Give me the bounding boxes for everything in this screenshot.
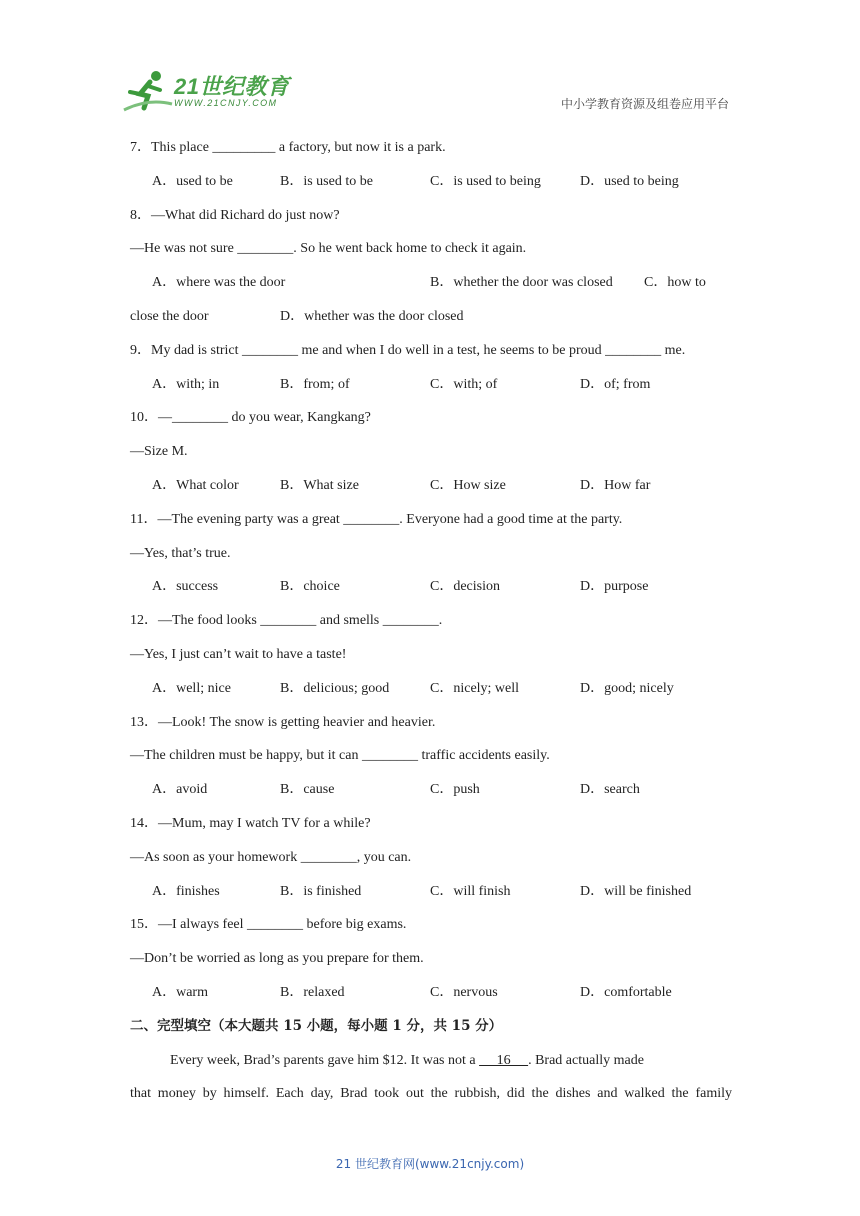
passage-text: Every week, Brad’s parents gave him $12. It was not a — [170, 1052, 480, 1068]
question-response: —Yes, I just can’t wait to have a taste! — [130, 646, 347, 662]
question-stem: 11．—The evening party was a great ________. Everyone had a good time at the party. — [130, 511, 623, 527]
answer-option: C．decision — [430, 579, 500, 595]
question-stem: 15．—I always feel ________ before big exams. — [130, 917, 407, 933]
option-row — [130, 570, 732, 604]
answer-option: A．where was the door — [152, 275, 286, 291]
question-response: —He was not sure ________. So he went back home to check it again. — [130, 241, 527, 257]
answer-option: B．whether the door was closed — [430, 275, 613, 291]
answer-option: D．purpose — [580, 579, 649, 595]
answer-option: A．well; nice — [152, 680, 231, 696]
answer-option: C．push — [430, 782, 480, 798]
answer-option: A．with; in — [152, 376, 220, 392]
site-logo — [122, 68, 292, 116]
answer-option: B．cause — [280, 782, 335, 798]
answer-option: B．choice — [280, 579, 340, 595]
logo-url: WWW.21CNJY.COM — [174, 98, 278, 108]
answer-option: A．success — [152, 579, 219, 595]
option-row — [130, 773, 732, 807]
answer-option: B．from; of — [280, 376, 350, 392]
question-stem: 7．This place _________ a factory, but now it is a park. — [130, 140, 446, 155]
option-row — [130, 875, 732, 909]
logo-text: 21世纪教育 — [174, 74, 290, 99]
page-header — [0, 0, 860, 120]
question-response: —Don’t be worried as long as you prepare for them. — [130, 951, 424, 967]
passage-text: . Brad actually made — [528, 1052, 644, 1068]
passage-line: that money by himself. Each day, Brad took out the rubbish, did the dishes and walked the family — [130, 1086, 732, 1102]
answer-option: A．What color — [152, 477, 239, 493]
answer-option: B．is used to be — [280, 173, 373, 189]
answer-option: close the door — [130, 308, 209, 324]
answer-option: A．used to be — [152, 173, 233, 189]
answer-option: D．will be finished — [580, 883, 692, 899]
answer-option: D．How far — [580, 477, 651, 493]
answer-option: C．how to — [644, 275, 706, 291]
answer-option: C．How size — [430, 477, 506, 493]
answer-option: B．What size — [280, 477, 359, 493]
passage-line — [130, 1044, 732, 1078]
answer-option: D．of; from — [580, 376, 651, 392]
answer-option: C．is used to being — [430, 173, 541, 189]
option-row — [130, 300, 732, 334]
answer-option: C．nicely; well — [430, 680, 520, 696]
answer-option: D．good; nicely — [580, 680, 674, 696]
answer-option: C．nervous — [430, 984, 498, 1000]
answer-option: A．warm — [152, 984, 208, 1000]
page-footer: 21 世纪教育网(www.21cnjy.com) — [335, 1157, 525, 1171]
option-row — [130, 165, 732, 199]
question-stem: 13．—Look! The snow is getting heavier and heavier. — [130, 714, 436, 730]
option-row — [130, 469, 732, 503]
question-stem: 8．—What did Richard do just now? — [130, 207, 340, 223]
answer-option: B．is finished — [280, 883, 362, 899]
running-man-icon — [122, 68, 174, 114]
platform-name: 中小学教育资源及组卷应用平台 — [560, 97, 729, 111]
option-row — [130, 672, 732, 706]
question-list — [130, 131, 732, 1111]
question-response: —Yes, that’s true. — [130, 545, 231, 561]
question-stem: 14．—Mum, may I watch TV for a while? — [130, 815, 371, 831]
section-heading: 二、完型填空（本大题共 15 小题，每小题 1 分，共 15 分） — [130, 1017, 503, 1034]
answer-option: A．finishes — [152, 883, 220, 899]
answer-option: D．whether was the door closed — [280, 308, 464, 324]
answer-option: B．relaxed — [280, 984, 345, 1000]
answer-option: D．used to being — [580, 173, 679, 189]
answer-option: C．will finish — [430, 883, 511, 899]
answer-option: A．avoid — [152, 782, 208, 798]
option-row — [130, 976, 732, 1010]
answer-option: B．delicious; good — [280, 680, 390, 696]
answer-option: C．with; of — [430, 376, 498, 392]
question-response: —Size M. — [130, 444, 188, 460]
blank-16: 16 — [479, 1052, 529, 1068]
question-stem: 10．—________ do you wear, Kangkang? — [130, 410, 371, 426]
question-stem: 9．My dad is strict ________ me and when I do well in a test, he seems to be proud ________ me. — [130, 342, 686, 358]
question-stem: 12．—The food looks ________ and smells ________. — [130, 613, 443, 629]
option-row — [130, 266, 732, 300]
answer-option: D．search — [580, 782, 640, 798]
question-response: —The children must be happy, but it can ________ traffic accidents easily. — [130, 748, 550, 764]
answer-option: D．comfortable — [580, 984, 672, 1000]
option-row — [130, 368, 732, 402]
question-response: —As soon as your homework ________, you can. — [130, 849, 412, 865]
